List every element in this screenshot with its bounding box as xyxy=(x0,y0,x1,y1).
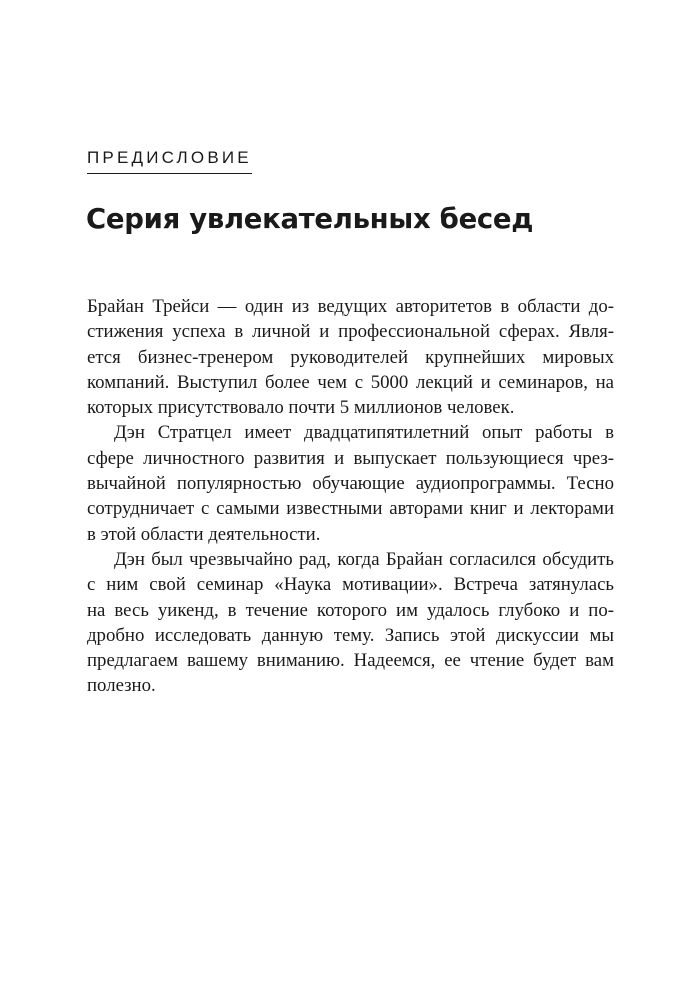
text-line: ется бизнес-тренером руководителей крупнейших мировых xyxy=(87,346,614,368)
text-line: дробно исследовать данную тему. Запись этой дискуссии мы xyxy=(87,624,614,646)
text-line: Дэн Стратцел имеет двадцатипятилетний опыт работы в xyxy=(114,422,614,444)
text-line: которых присутствовало почти 5 миллионов человек. xyxy=(87,397,515,419)
text-line: на весь уикенд, в течение которого им удалось глубоко и по- xyxy=(87,599,614,621)
text-line: сфере личностного развития и выпускает пользующиеся чрез- xyxy=(87,447,614,469)
paragraph-1 xyxy=(87,294,614,420)
paragraph-3 xyxy=(87,547,614,699)
text-line: компаний. Выступил более чем с 5000 лекций и семинаров, на xyxy=(87,371,614,393)
text-line: стижения успеха в личной и профессиональной сферах. Явля- xyxy=(87,321,614,343)
chapter-title: Серия увлекательных бесед xyxy=(86,203,534,235)
text-line: сотрудничает с самыми известными авторами книг и лекторами xyxy=(87,498,614,520)
section-label: ПРЕДИСЛОВИЕ xyxy=(87,148,252,174)
text-line: Брайан Трейси — один из ведущих авторитетов в области до- xyxy=(87,296,614,317)
body-text xyxy=(87,294,614,699)
text-line: с ним свой семинар «Наука мотивации». Встреча затянулась xyxy=(87,574,614,596)
text-line: вычайной популярностью обучающие аудиопрограммы. Тесно xyxy=(87,473,614,495)
text-line: полезно. xyxy=(87,675,156,697)
text-line: в этой области деятельности. xyxy=(87,523,321,545)
text-line: предлагаем вашему вниманию. Надеемся, ее чтение будет вам xyxy=(87,650,614,672)
text-line: Дэн был чрезвычайно рад, когда Брайан согласился обсудить xyxy=(114,548,614,570)
paragraph-2 xyxy=(87,420,614,546)
